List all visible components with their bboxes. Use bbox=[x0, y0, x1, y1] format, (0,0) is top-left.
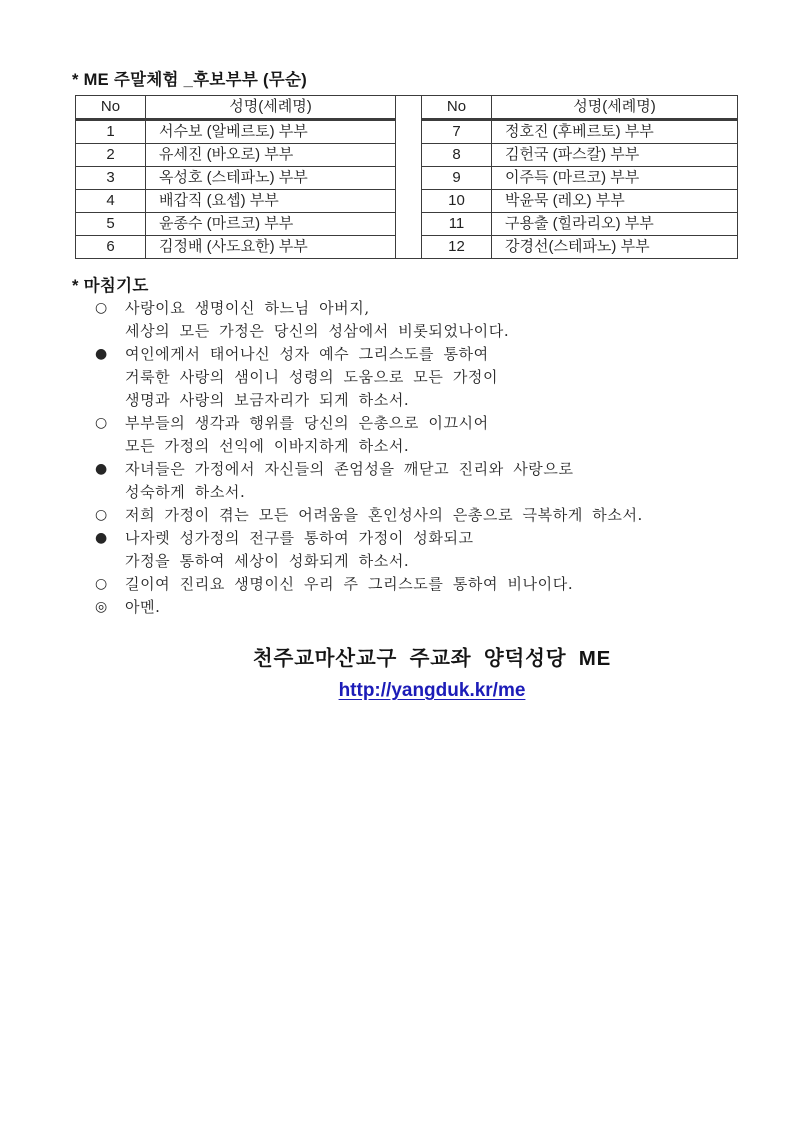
cell-no: 7 bbox=[422, 120, 492, 144]
cell-name: 박윤묵 (레오) 부부 bbox=[492, 190, 738, 213]
open-circle-bullet: ○ bbox=[95, 415, 108, 431]
table-row bbox=[76, 144, 738, 167]
table-spacer bbox=[396, 120, 422, 144]
prayer-line: 부부들의 생각과 행위를 당신의 은총으로 이끄시어 bbox=[125, 414, 489, 432]
footer-link-row bbox=[72, 680, 792, 702]
prayer-item bbox=[95, 343, 755, 412]
prayer-item bbox=[95, 527, 755, 573]
prayer-item bbox=[95, 297, 755, 343]
cell-name: 김헌국 (파스칼) 부부 bbox=[492, 144, 738, 167]
cell-no: 11 bbox=[422, 213, 492, 236]
filled-circle-bullet: ● bbox=[95, 461, 108, 477]
cell-name: 정호진 (후베르토) 부부 bbox=[492, 120, 738, 144]
table-spacer bbox=[396, 96, 422, 120]
prayer-line: 모든 가정의 선익에 이바지하게 하소서. bbox=[125, 437, 410, 455]
prayer-line: 세상의 모든 가정은 당신의 성삼에서 비롯되었나이다. bbox=[125, 322, 510, 340]
header-no-right: No bbox=[422, 96, 492, 120]
header-name-left: 성명(세례명) bbox=[146, 96, 396, 120]
candidate-couples-table bbox=[75, 95, 738, 259]
prayer-line: 가정을 통하여 세상이 성화되게 하소서. bbox=[125, 552, 410, 570]
table-row bbox=[76, 236, 738, 259]
table-spacer bbox=[396, 167, 422, 190]
open-circle-bullet: ○ bbox=[95, 576, 108, 592]
cell-no: 6 bbox=[76, 236, 146, 259]
prayer-line: 저희 가정이 겪는 모든 어려움을 혼인성사의 은총으로 극복하게 하소서. bbox=[125, 506, 643, 524]
table-spacer bbox=[396, 144, 422, 167]
table-spacer bbox=[396, 236, 422, 259]
prayer-line: 생명과 사랑의 보금자리가 되게 하소서. bbox=[125, 391, 410, 409]
cell-no: 2 bbox=[76, 144, 146, 167]
cell-no: 8 bbox=[422, 144, 492, 167]
table-row bbox=[76, 190, 738, 213]
cell-no: 3 bbox=[76, 167, 146, 190]
cell-name: 배갑직 (요셉) 부부 bbox=[146, 190, 396, 213]
table-spacer bbox=[396, 213, 422, 236]
prayer-item bbox=[95, 596, 755, 619]
prayer-line: 길이여 진리요 생명이신 우리 주 그리스도를 통하여 비나이다. bbox=[125, 575, 574, 593]
open-circle-bullet: ○ bbox=[95, 300, 108, 316]
prayer-item bbox=[95, 504, 755, 527]
table-header-row bbox=[76, 96, 738, 120]
cell-name: 구용출 (힐라리오) 부부 bbox=[492, 213, 738, 236]
filled-circle-bullet: ● bbox=[95, 530, 108, 546]
cell-name: 김정배 (사도요한) 부부 bbox=[146, 236, 396, 259]
cell-name: 옥성호 (스테파노) 부부 bbox=[146, 167, 396, 190]
prayer-line: 사랑이요 생명이신 하느님 아버지, bbox=[125, 299, 370, 317]
table-spacer bbox=[396, 190, 422, 213]
prayer-line: 자녀들은 가정에서 자신들의 존엄성을 깨닫고 진리와 사랑으로 bbox=[125, 460, 574, 478]
prayer-section-title: * 마침기도 bbox=[72, 277, 149, 295]
prayer-line: 여인에게서 태어나신 성자 예수 그리스도를 통하여 bbox=[125, 345, 489, 363]
parish-me-link[interactable]: http://yangduk.kr/me bbox=[338, 680, 526, 701]
table-section-title: * ME 주말체험 _후보부부 (무순) bbox=[72, 71, 308, 89]
prayer-line: 아멘. bbox=[125, 598, 161, 616]
header-no-left: No bbox=[76, 96, 146, 120]
cell-no: 10 bbox=[422, 190, 492, 213]
cell-no: 9 bbox=[422, 167, 492, 190]
header-name-right: 성명(세례명) bbox=[492, 96, 738, 120]
cell-name: 강경선(스테파노) 부부 bbox=[492, 236, 738, 259]
prayer-item bbox=[95, 412, 755, 458]
table-row bbox=[76, 167, 738, 190]
cell-name: 윤종수 (마르코) 부부 bbox=[146, 213, 396, 236]
double-circle-bullet: ◎ bbox=[95, 599, 108, 615]
parish-title: 천주교마산교구 주교좌 양덕성당 ME bbox=[252, 647, 612, 670]
cell-no: 1 bbox=[76, 120, 146, 144]
cell-no: 4 bbox=[76, 190, 146, 213]
filled-circle-bullet: ● bbox=[95, 346, 108, 362]
open-circle-bullet: ○ bbox=[95, 507, 108, 523]
cell-name: 서수보 (알베르토) 부부 bbox=[146, 120, 396, 144]
prayer-line: 거룩한 사랑의 샘이니 성령의 도움으로 모든 가정이 bbox=[125, 368, 499, 386]
cell-no: 12 bbox=[422, 236, 492, 259]
cell-name: 유세진 (바오로) 부부 bbox=[146, 144, 396, 167]
table-row bbox=[76, 120, 738, 144]
prayer-item bbox=[95, 458, 755, 504]
prayer-item bbox=[95, 573, 755, 596]
closing-prayer bbox=[95, 297, 755, 619]
table-row bbox=[76, 213, 738, 236]
cell-name: 이주득 (마르코) 부부 bbox=[492, 167, 738, 190]
prayer-line: 성숙하게 하소서. bbox=[125, 483, 246, 501]
cell-no: 5 bbox=[76, 213, 146, 236]
prayer-line: 나자렛 성가정의 전구를 통하여 가정이 성화되고 bbox=[125, 529, 474, 547]
